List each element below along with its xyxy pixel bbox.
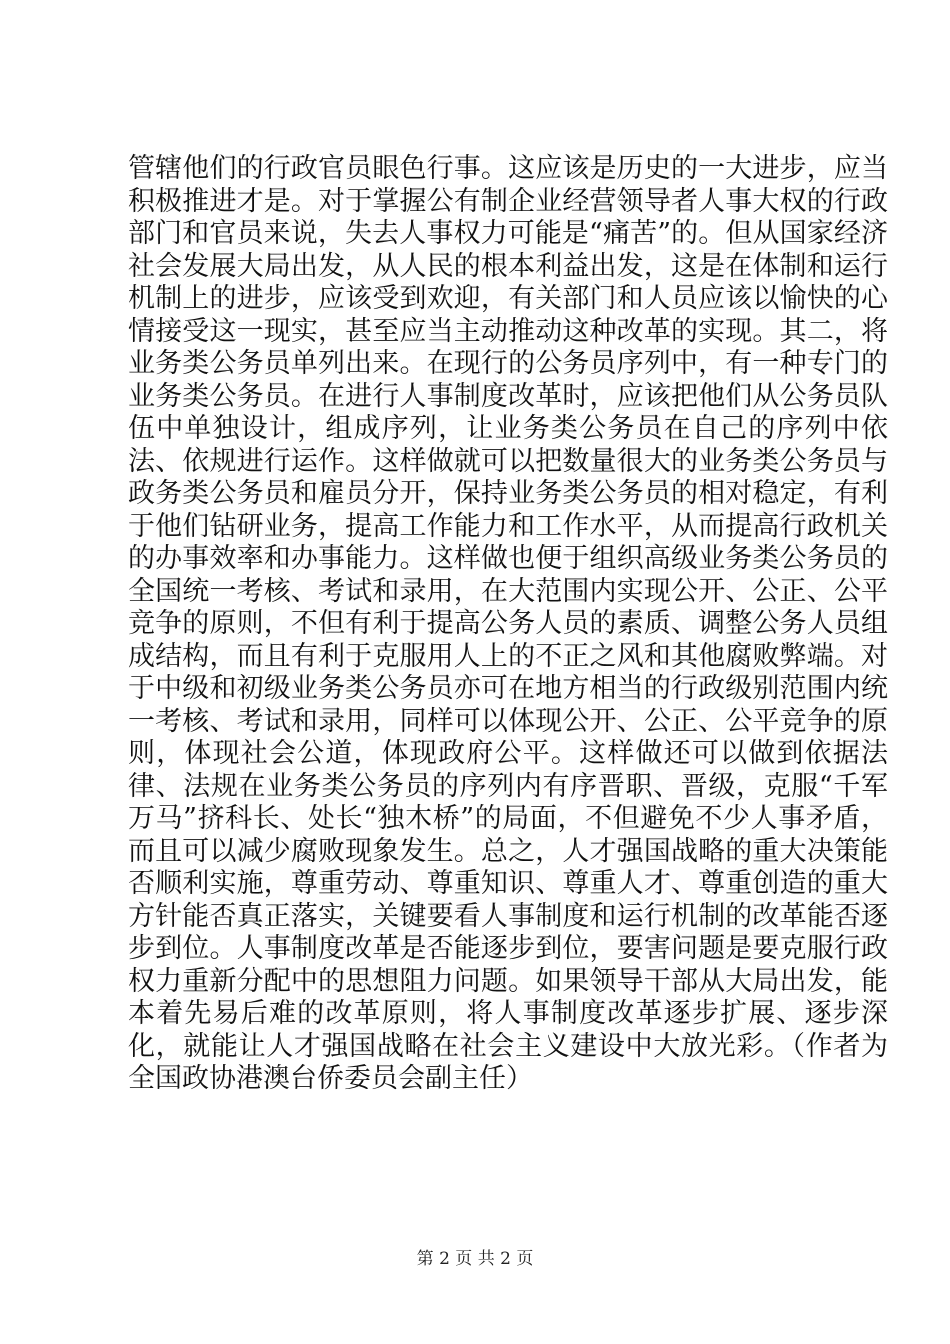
page-number-footer: 第 2 页 共 2 页 <box>416 1249 534 1269</box>
body-paragraph: 管辖他们的行政官员眼色行事。这应该是历史的一大进步，应当积极推进才是。对于掌握公有制企业经营领导者人事大权的行政部门和官员来说，失去人事权力可能是“痛苦”的。但从国家经济社会发展大局出发，从人民的根本利益出发，这是在体制和运行机制上的进步，应该受到欢迎，有关部门和人员应该以愉快的心情接受这一现实，甚至应当主动推动这种改革的实现。其二，将业务类公务员单列出来。在现行的公务员序列中，有一种专门的业务类公务员。在进行人事制度改革时，应该把他们从公务员队伍中单独设计，组成序列，让业务类公务员在自己的序列中依法、依规进行运作。这样做就可以把数量很大的业务类公务员与政务类公务员和雇员分开，保持业务类公务员的相对稳定，有利于他们钻研业务，提高工作能力和工作水平，从而提高行政机关的办事效率和办事能力。这样做也便于组织高级业务类公务员的全国统一考核、考试和录用，在大范围内实现公开、公正、公平竞争的原则，不但有利于提高公务人员的素质、调整公务人员组成结构，而且有利于克服用人上的不正之风和其他腐败弊端。对于中级和初级业务类公务员亦可在地方相当的行政级别范围内统一考核、考试和录用，同样可以体现公开、公正、公平竞争的原则，体现社会公道，体现政府公平。这样做还可以做到依据法律、法规在业务类公务员的序列内有序晋职、晋级，克服“千军万马”挤科长、处长“独木桥”的局面，不但避免不少人事矛盾，而且可以减少腐败现象发生。总之，人才强国战略的重大决策能否顺利实施，尊重劳动、尊重知识、尊重人才、尊重创造的重大方针能否真正落实，关键要看人事制度和运行机制的改革能否逐步到位。人事制度改革是否能逐步到位，要害问题是要克服行政权力重新分配中的思想阻力问题。如果领导干部从大局出发，能本着先易后难的改革原则，将人事制度改革逐步扩展、逐步深化，就能让人才强国战略在社会主义建设中大放光彩。（作者为全国政协港澳台侨委员会副主任） <box>128 153 888 1094</box>
